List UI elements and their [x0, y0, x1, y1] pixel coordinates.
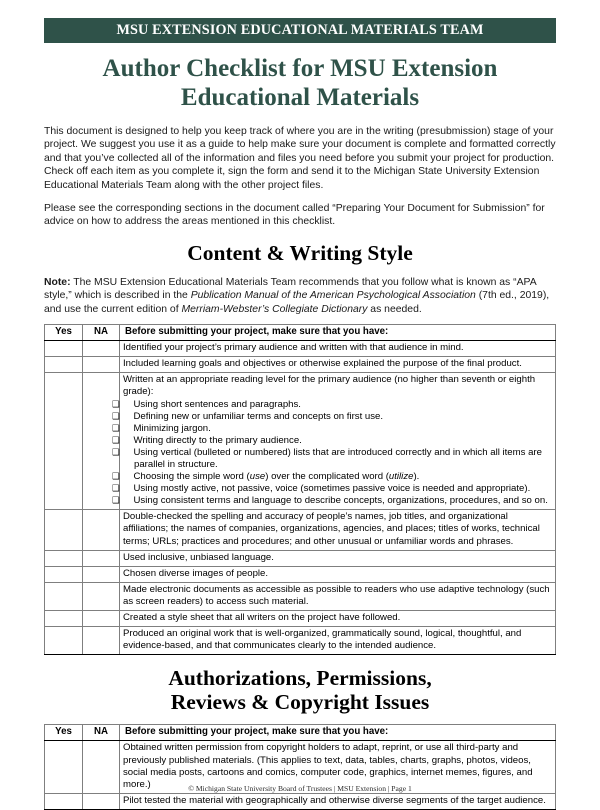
sub-checkbox-item[interactable]: [112, 434, 552, 447]
table-row: [45, 566, 556, 582]
yes-checkbox-cell[interactable]: [45, 357, 83, 373]
sub-checkbox-item[interactable]: [112, 495, 552, 507]
yes-checkbox-cell[interactable]: [45, 550, 83, 566]
table-row: [45, 793, 556, 809]
na-checkbox-cell[interactable]: [83, 582, 120, 610]
yes-checkbox-cell[interactable]: [45, 510, 83, 550]
table-row: [45, 627, 556, 655]
page-footer: © Michigan State University Board of Trustees | MSU Extension | Page 1: [188, 784, 412, 793]
checklist-item-text: Pilot tested the material with geographically and otherwise diverse segments of the target audience.: [120, 793, 556, 809]
checklist-table-authorizations: [44, 724, 556, 810]
table-row: [45, 341, 556, 357]
sub-checkbox-item[interactable]: [112, 398, 552, 411]
table-row: [45, 357, 556, 373]
table-row: [45, 611, 556, 627]
sub-checkbox-label: Using mostly active, not passive, voice (sometimes passive voice is needed and appropriate).: [133, 483, 531, 495]
table-header-row: [45, 725, 556, 741]
checklist-item-text: Included learning goals and objectives or otherwise explained the purpose of the final product.: [120, 357, 556, 373]
column-header-yes: Yes: [45, 325, 83, 341]
page-title-line-2: Educational Materials: [180, 84, 420, 111]
checkbox-icon[interactable]: ❑: [112, 496, 120, 507]
sub-checkbox-label: Using short sentences and paragraphs.: [133, 398, 301, 410]
table-row: [45, 373, 556, 510]
sub-checkbox-label: Using vertical (bulleted or numbered) lists that are introduced correctly and in which all items are parallel in structure.: [133, 446, 542, 470]
table-row: [45, 510, 556, 550]
note-text-1: The MSU Extension Educational Materials Team recommends that you follow what is known as “APA style,” which is described in the: [44, 276, 537, 302]
header-banner-text: MSU EXTENSION EDUCATIONAL MATERIALS TEAM: [116, 22, 484, 38]
sub-checkbox-label: Choosing the simple word (use) over the complicated word (utilize).: [133, 471, 420, 483]
checklist-item-text: Written at an appropriate reading level for the primary audience (no higher than seventh or eighth grade):: [123, 374, 536, 398]
table-row: [45, 550, 556, 566]
yes-checkbox-cell[interactable]: [45, 582, 83, 610]
yes-checkbox-cell[interactable]: [45, 566, 83, 582]
checklist-item-text: Used inclusive, unbiased language.: [120, 550, 556, 566]
yes-checkbox-cell[interactable]: [45, 793, 83, 809]
checklist-item-text: Obtained written permission from copyright holders to adapt, reprint, or use all third-party and previously published materials. (This applies to text, data, tables, charts, graphs, photos, videos, social media posts, cartoons and comics, computer code, graphics, internet memes, figures, and more.): [120, 741, 556, 793]
checklist-item-text: Produced an original work that is well-organized, grammatically sound, logical, thoughtful, and evidence-based, and that communicates clearly to the intended audience.: [120, 627, 556, 655]
page-title: [44, 54, 556, 112]
yes-checkbox-cell[interactable]: [45, 341, 83, 357]
intro-paragraph-2: Please see the corresponding sections in the document called “Preparing Your Document for Submission” for advice on how to address the areas mentioned in this checklist.: [44, 203, 545, 228]
section-heading-authorizations-permissions: [44, 667, 556, 714]
section-heading-content-writing-style: Content & Writing Style: [187, 240, 413, 265]
checklist-table-content-writing-style: [44, 324, 556, 655]
sub-checkbox-item[interactable]: [112, 410, 552, 423]
na-checkbox-cell[interactable]: [83, 566, 120, 582]
column-header-na: NA: [83, 725, 120, 741]
checklist-item-text: Identified your project’s primary audience and written with that audience in mind.: [120, 341, 556, 357]
document-page: [0, 18, 600, 806]
page-title-line-1: Author Checklist for MSU Extension: [102, 55, 498, 82]
note-label: Note:: [44, 276, 71, 288]
checklist-item-text: Created a style sheet that all writers on the project have followed.: [120, 611, 556, 627]
sub-checkbox-label: Using consistent terms and language to describe concepts, organizations, procedures, and so on.: [133, 495, 548, 507]
checklist-table-body: [45, 341, 556, 655]
intro-paragraph-1: This document is designed to help you keep track of where you are in the writing (presubmission) stage of your project. We suggest you use it as a guide to help make sure your document is complete and formatted correctly and that you’ve collected all of the information and files you need before you submit your project for production. Check off each item as you complete it, sign the form and send it to the Michigan State University Extension Educational Materials Team along with the other project files.: [44, 126, 556, 191]
checkbox-icon[interactable]: ❑: [112, 399, 120, 410]
column-header-instruction: Before submitting your project, make sure that you have:: [120, 725, 556, 741]
na-checkbox-cell[interactable]: [83, 611, 120, 627]
na-checkbox-cell[interactable]: [83, 793, 120, 809]
sub-checkbox-item[interactable]: [112, 422, 552, 435]
sub-checkbox-item[interactable]: [112, 471, 552, 483]
checkbox-icon[interactable]: ❑: [112, 423, 120, 434]
checklist-table-body: [45, 741, 556, 809]
sub-checkbox-label: Minimizing jargon.: [133, 422, 211, 434]
column-header-yes: Yes: [45, 725, 83, 741]
na-checkbox-cell[interactable]: [83, 627, 120, 655]
na-checkbox-cell[interactable]: [83, 550, 120, 566]
checkbox-icon[interactable]: ❑: [112, 447, 120, 458]
column-header-na: NA: [83, 325, 120, 341]
section-heading-line-1: Authorizations, Permissions,: [168, 666, 432, 691]
table-header-row: [45, 325, 556, 341]
yes-checkbox-cell[interactable]: [45, 373, 83, 510]
checklist-item-text: Chosen diverse images of people.: [120, 566, 556, 582]
yes-checkbox-cell[interactable]: [45, 627, 83, 655]
header-banner: [44, 18, 556, 43]
note-italic-1: Publication Manual of the American Psychological Association: [190, 290, 476, 302]
column-header-instruction: Before submitting your project, make sure that you have:: [120, 325, 556, 341]
note-text-2: (7th ed., 2019), and use the current edition of: [44, 290, 550, 315]
sub-checkbox-item[interactable]: [112, 446, 552, 471]
yes-checkbox-cell[interactable]: [45, 611, 83, 627]
sub-checkbox-item[interactable]: [112, 483, 552, 495]
checkbox-icon[interactable]: ❑: [112, 435, 120, 446]
checklist-item-with-subitems: [112, 373, 556, 510]
checkbox-icon[interactable]: ❑: [112, 472, 120, 483]
sub-checkbox-label: Writing directly to the primary audience.: [133, 434, 302, 446]
note-italic-2: Merriam-Webster’s Collegiate Dictionary: [181, 303, 368, 315]
checkbox-icon[interactable]: ❑: [112, 411, 120, 422]
note-text-3: as needed.: [367, 303, 422, 315]
checkbox-icon[interactable]: ❑: [112, 484, 120, 495]
table-row: [45, 582, 556, 610]
checklist-item-text: Made electronic documents as accessible as possible to readers who use adaptive technology (such as screen readers) to access such material.: [120, 582, 556, 610]
sub-checkbox-label: Defining new or unfamiliar terms and concepts on first use.: [133, 410, 384, 422]
na-checkbox-cell[interactable]: [83, 357, 120, 373]
apa-style-note: [44, 276, 556, 316]
na-checkbox-cell[interactable]: [83, 510, 120, 550]
section-heading-line-2: Reviews & Copyright Issues: [170, 689, 430, 714]
checklist-item-text: Double-checked the spelling and accuracy of people’s names, job titles, and organizational affiliations; the names of companies, organizations, agencies, and places; titles of works, technical terms; URLs; practices and procedures; and other unusual or unfamiliar words and phrases.: [120, 510, 556, 550]
na-checkbox-cell[interactable]: [83, 341, 120, 357]
